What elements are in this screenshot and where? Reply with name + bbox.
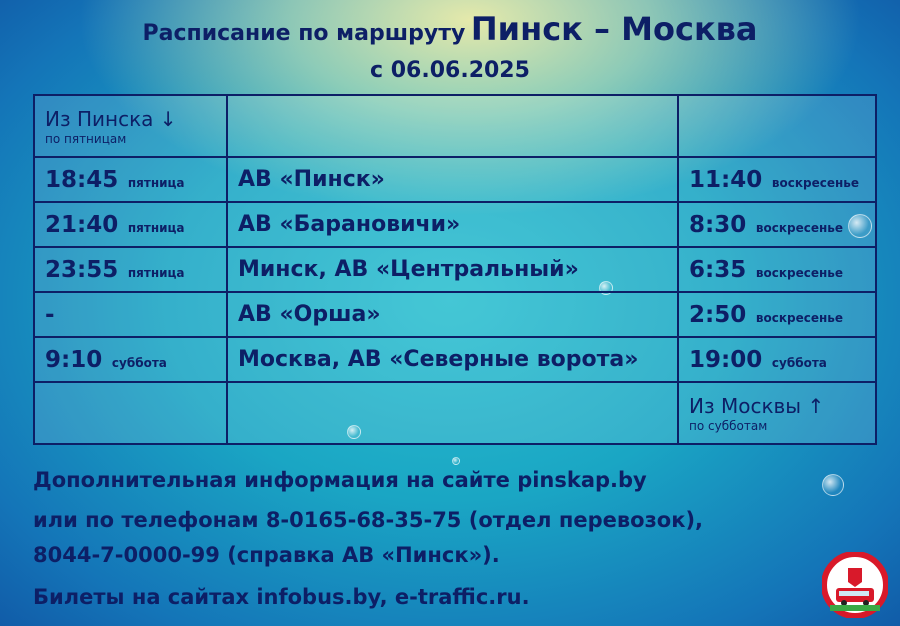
empty-cell: [227, 382, 678, 444]
stop-cell: [227, 337, 678, 382]
return-cell: [678, 337, 876, 382]
from-header-cell: [34, 95, 227, 157]
stop-name: Москва, АВ «Северные ворота»: [238, 347, 639, 372]
to-header-label: Из Москвы ↑: [689, 393, 825, 418]
to-header-note: по субботам: [689, 418, 768, 433]
table-footer-row: [34, 382, 876, 444]
to-header-cell: [678, 382, 876, 444]
title-prefix: Расписание по маршруту: [142, 21, 466, 46]
from-header-label: Из Пинска ↓: [45, 106, 177, 131]
table-header-row: [34, 95, 876, 157]
departure-day: пятница: [127, 265, 185, 280]
stop-cell: [227, 247, 678, 292]
bubble: [452, 457, 460, 465]
stop-name: АВ «Барановичи»: [238, 212, 461, 237]
table-row: [34, 337, 876, 382]
return-time: 11:40: [689, 166, 763, 193]
table-row: [34, 157, 876, 202]
stop-name: АВ «Орша»: [238, 302, 381, 327]
stop-name: АВ «Пинск»: [238, 167, 385, 192]
return-time: 8:30: [689, 211, 747, 238]
empty-cell: [678, 95, 876, 157]
departure-time: 9:10: [45, 346, 103, 373]
page-title: [0, 10, 900, 48]
schedule-table: [33, 94, 877, 445]
return-cell: [678, 202, 876, 247]
return-day: воскресенье: [755, 220, 843, 235]
departure-cell: [34, 337, 227, 382]
page-subtitle: с 06.06.2025: [370, 58, 530, 83]
return-time: 19:00: [689, 346, 763, 373]
bus-park-logo: [822, 552, 888, 618]
departure-day: пятница: [127, 220, 185, 235]
stop-cell: [227, 292, 678, 337]
departure-day: пятница: [127, 175, 185, 190]
return-day: воскресенье: [771, 175, 859, 190]
return-cell: [678, 292, 876, 337]
return-cell: [678, 157, 876, 202]
return-day: суббота: [771, 355, 827, 370]
stop-cell: [227, 157, 678, 202]
logo-grass: [830, 605, 880, 611]
info-line-reference: 8044-7-0000-99 (справка АВ «Пинск»).: [33, 543, 500, 567]
from-header-note: по пятницам: [45, 131, 127, 146]
empty-cell: [34, 382, 227, 444]
table-row: [34, 292, 876, 337]
departure-time: 21:40: [45, 211, 119, 238]
return-day: воскресенье: [755, 265, 843, 280]
stop-name: Минск, АВ «Центральный»: [238, 257, 579, 282]
info-line-phones: или по телефонам 8-0165-68-35-75 (отдел перевозок),: [33, 508, 704, 532]
stop-cell: [227, 202, 678, 247]
departure-time: 18:45: [45, 166, 119, 193]
departure-cell: [34, 292, 227, 337]
table-row: [34, 247, 876, 292]
logo-bus-windows: [839, 591, 869, 596]
departure-cell: [34, 247, 227, 292]
table-row: [34, 202, 876, 247]
bubble: [822, 474, 844, 496]
return-cell: [678, 247, 876, 292]
info-line-tickets: Билеты на сайтах infobus.by, e-traffic.ru.: [33, 585, 530, 609]
departure-day: суббота: [111, 355, 167, 370]
departure-cell: [34, 202, 227, 247]
empty-cell: [227, 95, 678, 157]
info-line-website: Дополнительная информация на сайте pinskap.by: [33, 468, 647, 492]
departure-time: 23:55: [45, 256, 119, 283]
return-day: воскресенье: [755, 310, 843, 325]
departure-cell: [34, 157, 227, 202]
title-route: Пинск – Москва: [470, 10, 758, 48]
departure-time: -: [45, 301, 55, 328]
return-time: 6:35: [689, 256, 747, 283]
return-time: 2:50: [689, 301, 747, 328]
